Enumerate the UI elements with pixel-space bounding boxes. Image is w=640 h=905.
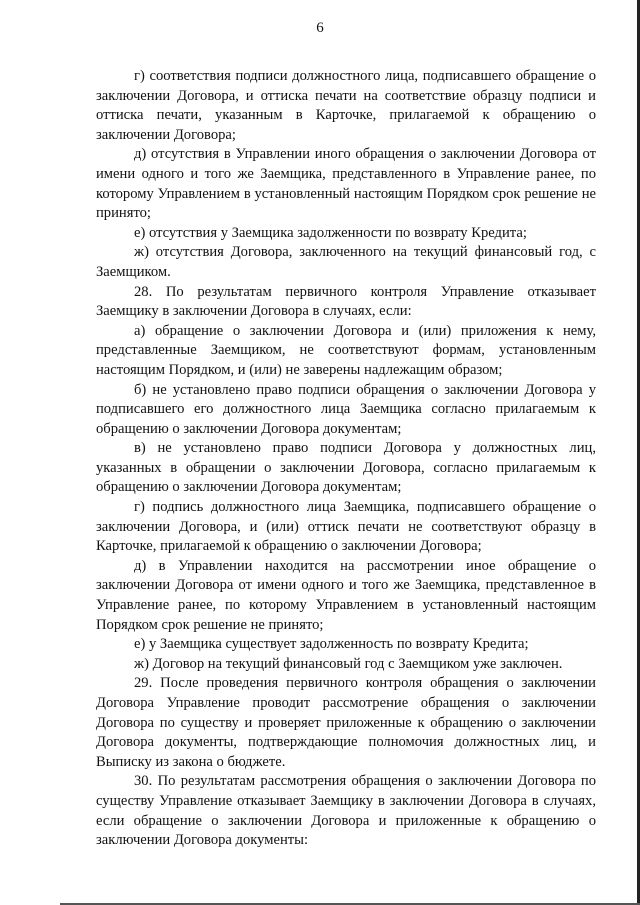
document-body [96, 67, 596, 851]
paragraph-clause-28-zh: ж) Договор на текущий финансовый год с Заемщиком уже заключен. [134, 655, 563, 672]
paragraph-item-e-no-debt: е) отсутствия у Заемщика задолженности по возврату Кредита; [134, 224, 527, 241]
paragraph-clause-28-e: е) у Заемщика существует задолженность по возврату Кредита; [134, 636, 529, 653]
paragraph-item-g-signature-check: г) соответствия подписи должностного лица, подписавшего обращение о заключении Договора, и оттиска печати на соответствие образцу подписи и оттиска печати, указанным в Карточке, прилагаемой к обращению о заключении Договора; [96, 68, 596, 143]
paragraph-item-zh-no-contract: ж) отсутствия Договора, заключенного на текущий финансовый год, с Заемщиком. [96, 244, 596, 280]
page-number: 6 [316, 20, 324, 36]
paragraph-clause-28-g: г) подпись должностного лица Заемщика, подписавшего обращение о заключении Договора, и (или) оттиск печати не соответствуют образцу в Карточке, прилагаемой к обращению о заключении Договора; [96, 499, 596, 555]
paragraph-clause-28-a: а) обращение о заключении Договора и (или) приложения к нему, представленные Заемщиком, не соответствуют формам, установленным настоящим Порядком, и (или) не заверены надлежащим образом; [96, 322, 596, 378]
paragraph-clause-28-v: в) не установлено право подписи Договора у должностных лиц, указанных в обращении о заключении Договора, согласно прилагаемым к обращению о заключении Договора документам; [96, 440, 596, 496]
paragraph-clause-28-b: б) не установлено право подписи обращения о заключении Договора у подписавшего его должностного лица Заемщика согласно прилагаемым к обращению о заключении Договора документам; [96, 381, 596, 437]
paragraph-clause-28: 28. По результатам первичного контроля Управление отказывает Заемщику в заключении Договора в случаях, если: [96, 283, 596, 320]
paragraph-clause-30: 30. По результатам рассмотрения обращения о заключении Договора по существу Управление отказывает Заемщику в заключении Договора в случаях, если обращение о заключении Договора и приложенные к обращению о заключении Договора документы: [96, 773, 596, 849]
paragraph-clause-28-d: д) в Управлении находится на рассмотрении иное обращение о заключении Договора от имени одного и того же Заемщика, представленное в Управление ранее, по которому Управлением в установленный настоящим Порядком срок решение не принято; [96, 557, 596, 633]
paragraph-clause-29: 29. После проведения первичного контроля обращения о заключении Договора Управление проводит рассмотрение обращения о заключении Договора по существу и проверяет приложенные к обращению о заключении Договора документы, подтверждающие полномочия должностных лиц, и Выписку из закона о бюджете. [96, 675, 596, 770]
paragraph-item-d-no-other-request: д) отсутствия в Управлении иного обращения о заключении Договора от имени одного и того же Заемщика, представленного в Управление ранее, по которому Управлением в установленный настоящим Порядком срок решение не принято; [96, 146, 596, 222]
